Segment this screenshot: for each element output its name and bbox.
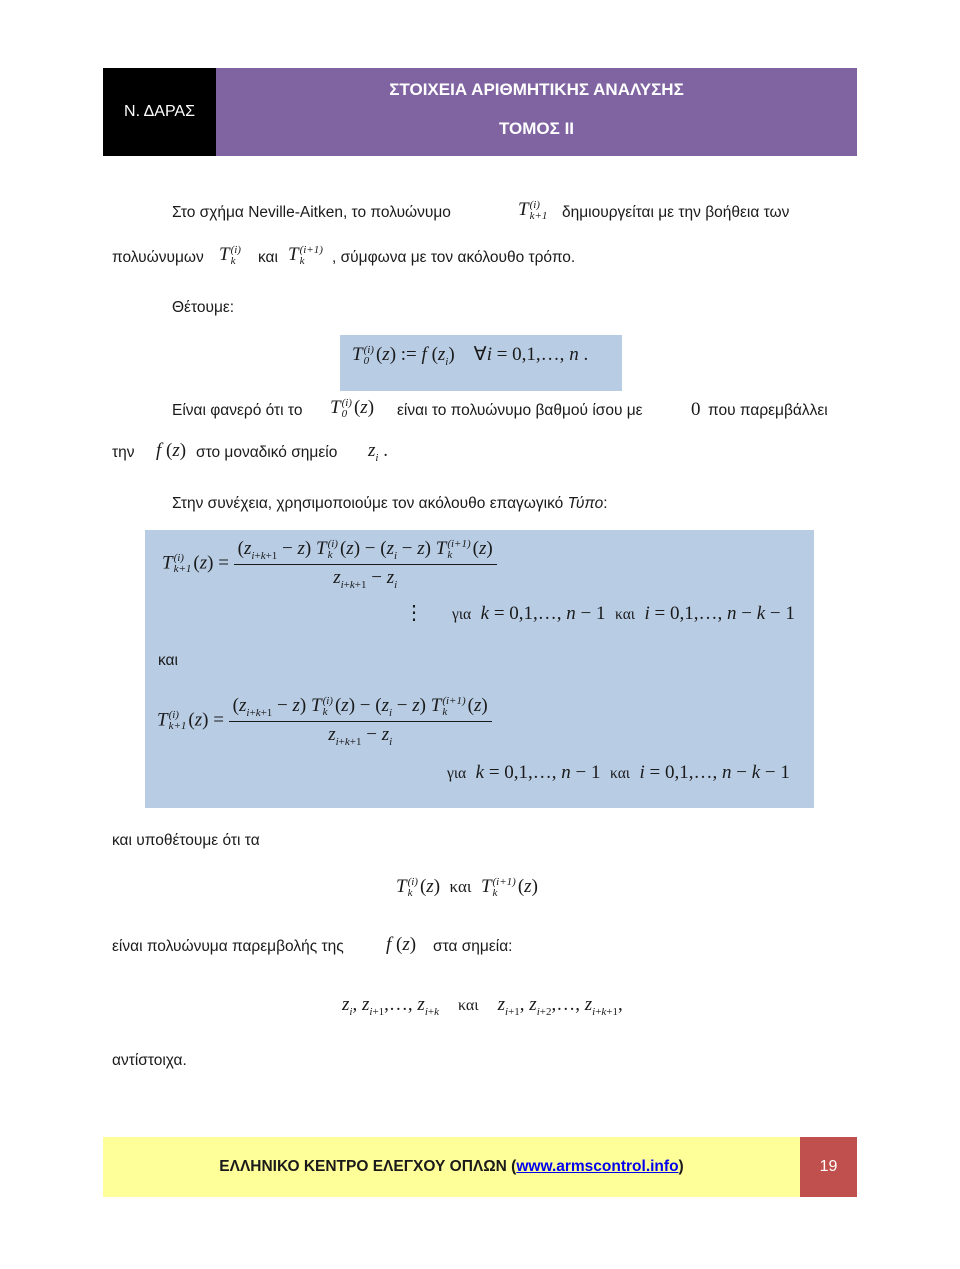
range-condition-2: για k = 0,1,…, n − 1 και i = 0,1,…, n − k − 1 — [447, 762, 790, 783]
degree-zero: 0 — [691, 399, 701, 420]
for-word-2: για — [447, 765, 467, 782]
para-1-end: δημιουργείται με την βοήθεια των — [562, 204, 790, 221]
recursion-formula-1: T (i) k+1 (z) = $(z_{i+k+1} - z)$ T (i) k $(z) - (z_i - z)$ T (i+1) k (z) $z_{i+k+1} - z_i$ — [162, 538, 497, 591]
symbol-z-i: $z_i$ . — [368, 440, 388, 464]
formula-init: T (i) 0 (z) := f $(z_i)$ ∀i = 0,1,…, n . — [352, 343, 589, 368]
footer-close-paren: ) — [678, 1158, 684, 1175]
para-5-middle: στο μοναδικό σημείο — [196, 444, 338, 461]
header-title-bar — [216, 68, 857, 156]
para-7: και υποθέτουμε ότι τα — [112, 832, 260, 849]
book-title: ΣΤΟΙΧΕΙΑ ΑΡΙΘΜΗΤΙΚΗΣ ΑΝΑΛΥΣΗΣ — [389, 80, 684, 99]
for-word-1: για — [452, 606, 472, 623]
footer-text: ΕΛΛΗΝΙΚΟ ΚΕΝΤΡΟ ΕΛΕΓΧΟΥ ΟΠΛΩΝ ( — [219, 1158, 517, 1175]
between-and: και — [158, 652, 178, 669]
vertical-dots: ⋮ — [404, 602, 424, 624]
para-6-colon: : — [603, 495, 608, 512]
symbol-f-z-2: f (z) — [386, 934, 417, 955]
para-4-start: Είναι φανερό ότι το — [172, 402, 303, 419]
para-5-start: την — [112, 444, 135, 461]
header-author — [103, 68, 216, 156]
para-9-start: είναι πολυώνυμα παρεμβολής της — [112, 938, 344, 955]
footer-link[interactable]: www.armscontrol.info — [516, 1158, 679, 1175]
para-3: Θέτουμε: — [172, 299, 235, 316]
range-condition-1: για k = 0,1,…, n − 1 και i = 0,1,…, n − k − 1 — [452, 603, 795, 624]
book-volume: ΤΟΜΟΣ II — [498, 119, 575, 138]
para-6-text: Στην συνέχεια, χρησιμοποιούμε τον ακόλουθο επαγωγικό — [172, 495, 564, 512]
assumed-polynomials: T (i) k (z) και T (i+1) k (z) — [396, 875, 538, 899]
and-word-4: και — [457, 997, 479, 1014]
symbol-T-k-i: T (i) k — [219, 243, 241, 267]
para-1-text — [172, 204, 451, 222]
symbol-T-k-i1: T (i+1) k — [288, 243, 323, 267]
symbol-T-0-i: T (i) 0 (z) — [330, 396, 375, 420]
and-word-3: και — [449, 877, 472, 896]
recursion-formula-2: T (i) k+1 (z) = $(z_{i+k+1} - z)$ T (i) k $(z) - (z_i - z)$ T (i+1) k (z) $z_{i+k+1} - z_i$ — [157, 695, 492, 748]
para-4-middle: είναι το πολυώνυμο βαθμού ίσου με — [397, 402, 643, 419]
para-6 — [172, 495, 608, 513]
footer-bar — [103, 1137, 800, 1197]
para-1-start: Στο σχήμα Neville-Aitken, το πολυώνυμο — [172, 204, 451, 221]
para-2-and: και — [258, 249, 278, 266]
symbol-T-k1-i: T (i) k+1 — [518, 198, 548, 222]
interpolation-points: $z_i$, $z_{i+1},\dots$, $z_{i+k}$ και $z_{i+1}$, $z_{i+2},\dots$, $z_{i+k+1}$, — [342, 994, 623, 1018]
and-word-2: και — [610, 765, 630, 782]
symbol-f-z: f (z) — [156, 440, 187, 461]
para-4-end: που παρεμβάλλει — [708, 402, 828, 419]
para-9-end: στα σημεία: — [433, 938, 513, 955]
para-11: αντίστοιχα. — [112, 1052, 187, 1069]
and-word-1: και — [615, 606, 635, 623]
para-2-start: πολυώνυμων — [112, 249, 204, 266]
author-name: Ν. ΔΑΡΑΣ — [124, 103, 195, 120]
para-2-end: , σύμφωνα με τον ακόλουθο τρόπο. — [332, 249, 576, 266]
para-6-italic: Τύπο — [567, 495, 604, 512]
page-number: 19 — [800, 1137, 857, 1197]
